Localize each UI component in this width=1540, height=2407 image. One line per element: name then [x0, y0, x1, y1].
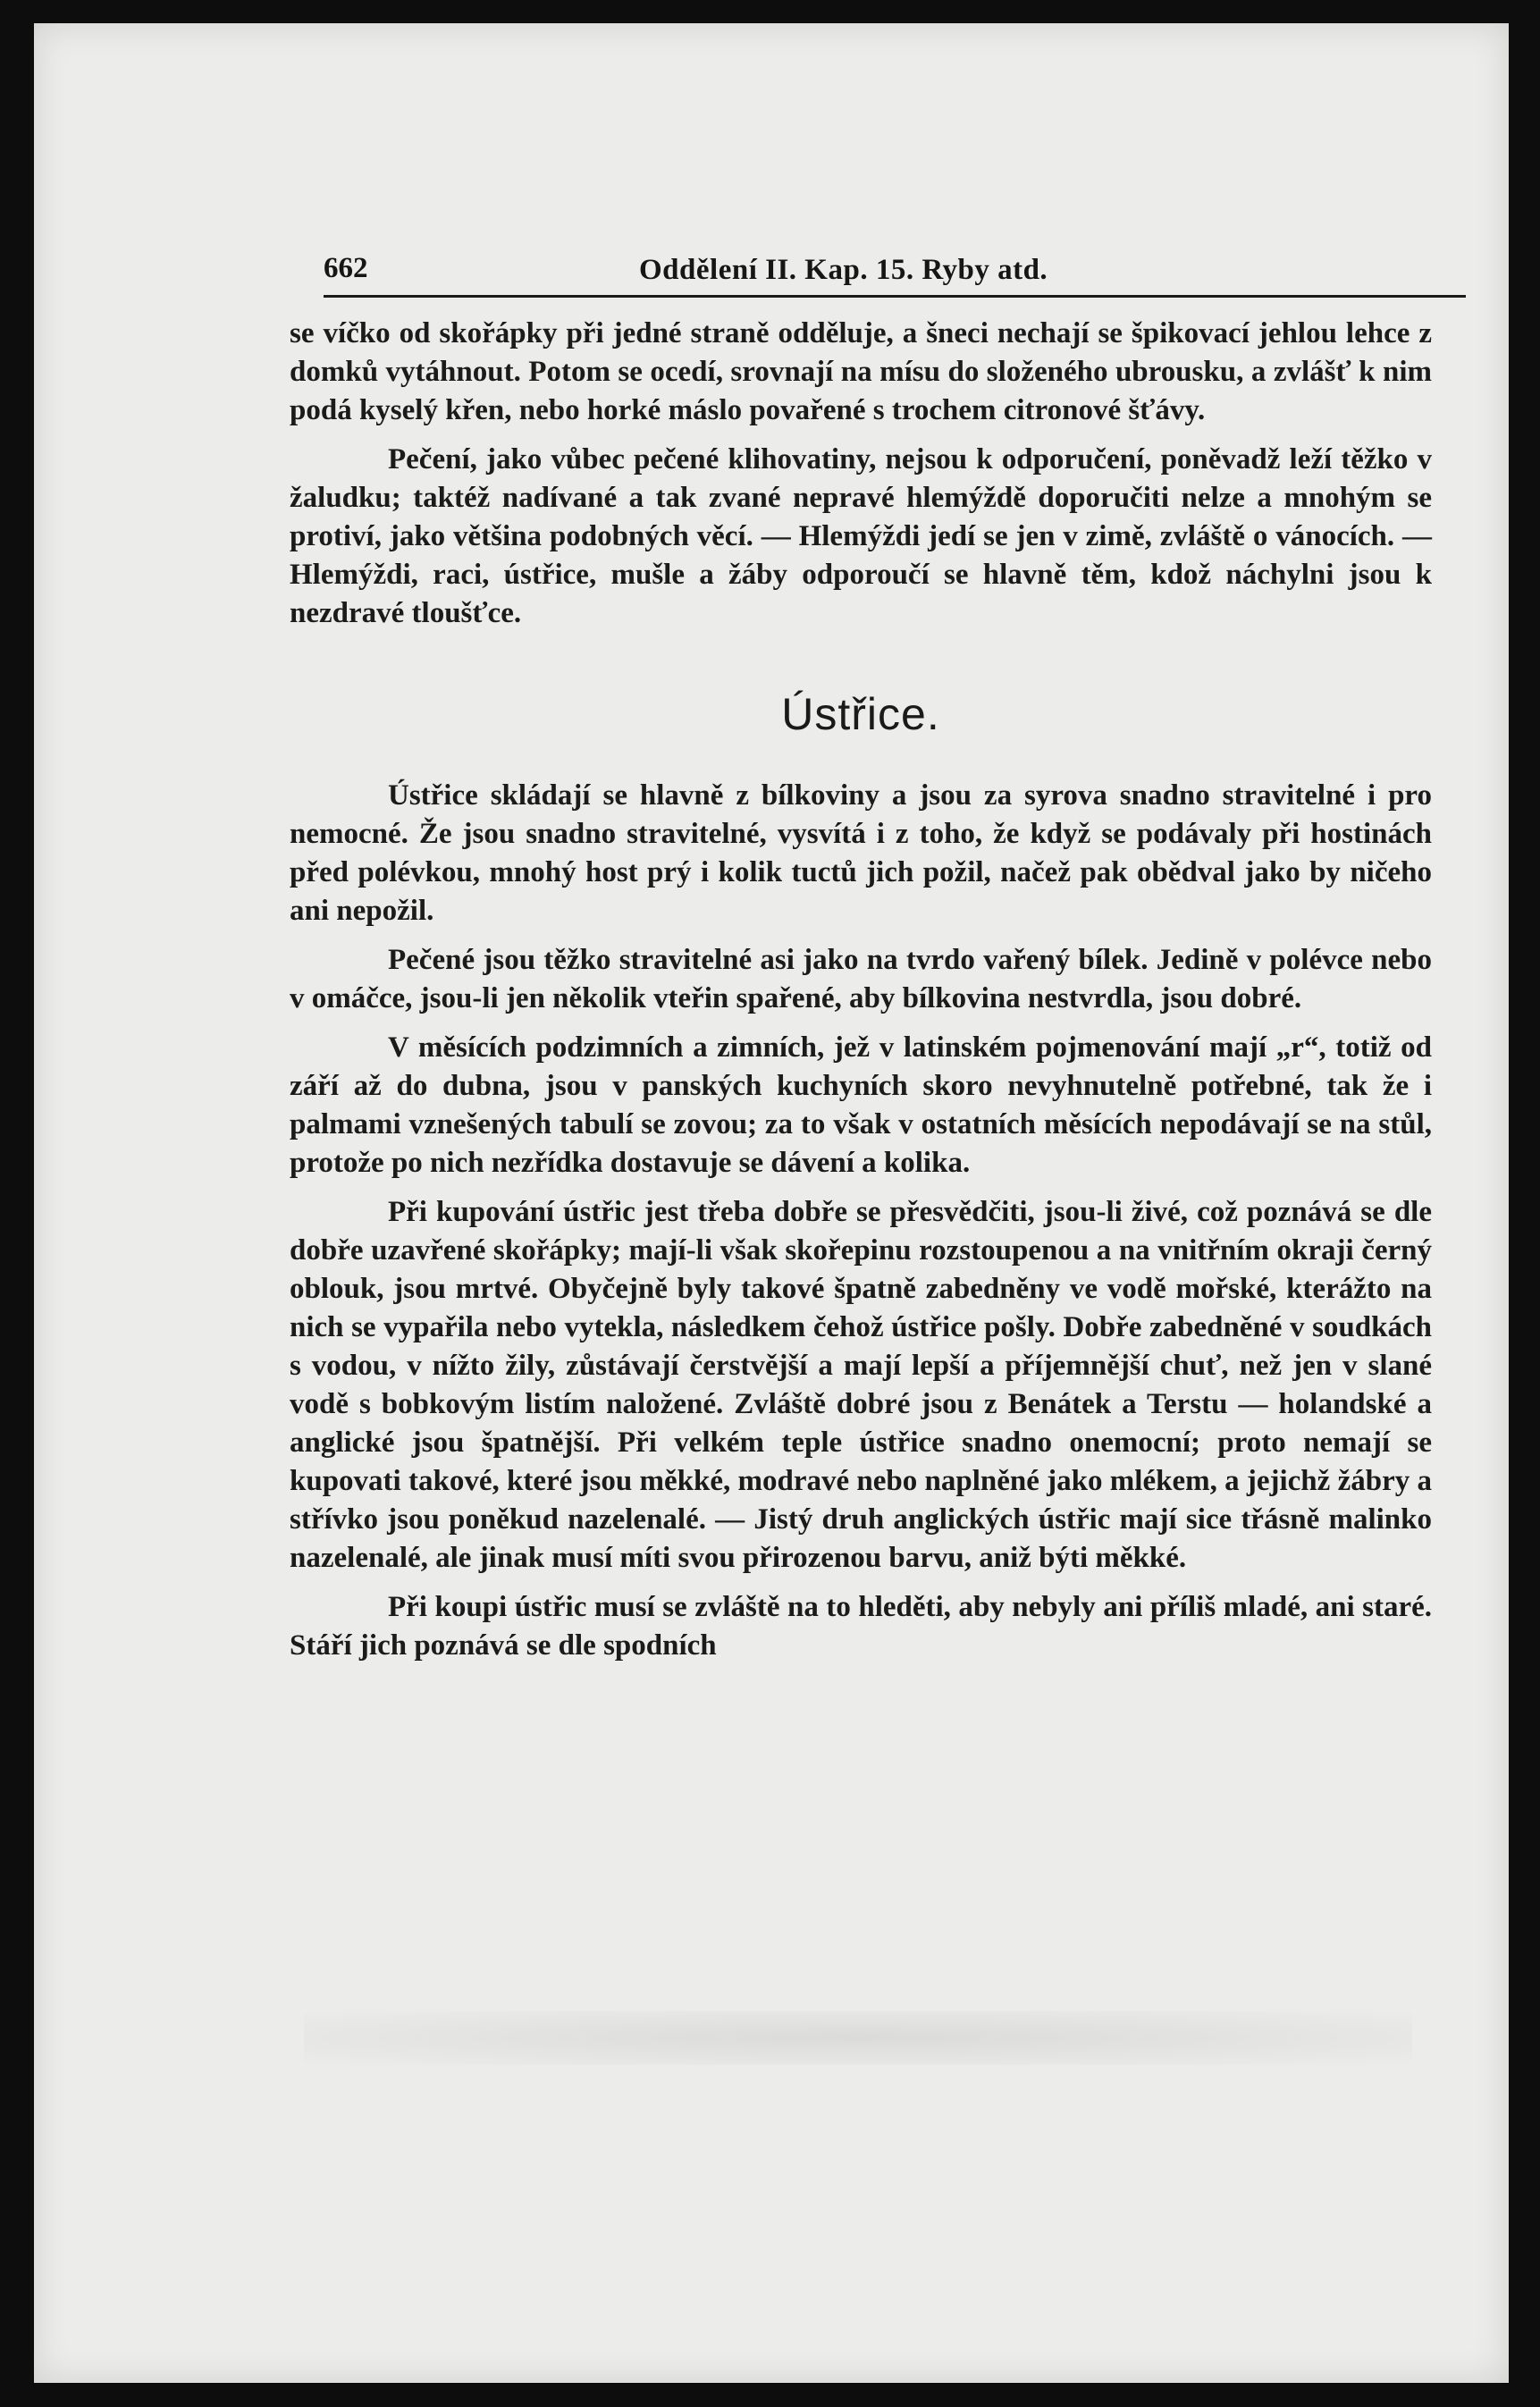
paragraph: Ústřice skládají se hlavně z bílkoviny a jsou za syrova snadno stravitelné i pro nemocné. Že jsou snadno stravitelné, vysvítá i z toho, že když se podávaly při hostinách před polévkou, mnohý host prý i kolik tuctů jich požil, načež pak obědval jako by ničeho ani nepožil. [290, 779, 1432, 927]
page-number: 662 [324, 252, 368, 284]
page-header [324, 250, 1466, 298]
paragraph-continued: se víčko od skořápky při jedné straně odděluje, a šneci nechají se špikovací jehlou lehce z domků vytáhnout. Potom se ocedí, srovnají na mísu do složeného ubrousku, a zvlášť k nim podá kyselý křen, nebo horké máslo povařené s trochem citronové šťávy. [290, 317, 1432, 426]
section-heading: Ústřice. [781, 689, 940, 739]
running-head: Oddělení II. Kap. 15. Ryby atd. [639, 254, 1048, 286]
paragraph: Pečení, jako vůbec pečené klihovatiny, nejsou k odporučení, poněvadž leží těžko v žaludku; taktéž nadívané a tak zvané nepravé hlemýždě doporučiti nelze a mnohým se protiví, jako většina podobných věcí. — Hlemýždi jedí se jen v zimě, zvláště o vánocích. — Hlemýždi, raci, ústřice, mušle a žáby odporoučí se hlavně těm, kdož náchylni jsou k nezdravé tloušťce. [290, 443, 1432, 629]
paragraph: V měsících podzimních a zimních, jež v latinském pojmenování mají „r“, totiž od září až do dubna, jsou v panských kuchyních skoro nevyhnutelně potřebné, tak že i palmami vznešených tabulí se zovou; za to však v ostatních měsících nepodávají se na stůl, protože po nich nezřídka dostavuje se dávení a kolika. [290, 1031, 1432, 1179]
paragraph: Pečené jsou těžko stravitelné asi jako na tvrdo vařený bílek. Jedině v polévce nebo v omáčce, jsou-li jen několik vteřin spařené, aby bílkovina nestvrdla, jsou dobré. [290, 944, 1432, 1014]
paragraph: Při koupi ústřic musí se zvláště na to hleděti, aby nebyly ani příliš mladé, ani staré. Stáří jich poznává se dle spodních [290, 1591, 1432, 1662]
body-text [290, 315, 1432, 1676]
paragraph: Při kupování ústřic jest třeba dobře se přesvědčiti, jsou-li živé, což poznává se dle dobře uzavřené skořápky; mají-li však skořepinu rozstoupenou a na vnitřním okraji černý oblouk, jsou mrtvé. Obyčejně byly takové špatně zabedněny ve vodě mořské, kterážto na nich se vypařila nebo vytekla, následkem čehož ústřice pošly. Dobře zabedněné v soudkách s vodou, v nížto žily, zůstávají čerstvější a mají lepší a příjemnější chuť, než jen v slané vodě s bobkovým listím naložené. Zvláště dobré jsou z Benátek a Terstu — holandské a anglické jsou špatnější. Při velkém teple ústřice snadno onemocní; proto nemají se kupovati takové, které jsou měkké, modravé nebo naplněné jako mlékem, a jejichž žábry a střívko jsou poněkud nazelenalé. — Jistý druh anglických ústřic mají sice třásně malinko nazelenalé, ale jinak musí míti svou přirozenou barvu, aniž býti měkké. [290, 1196, 1432, 1574]
